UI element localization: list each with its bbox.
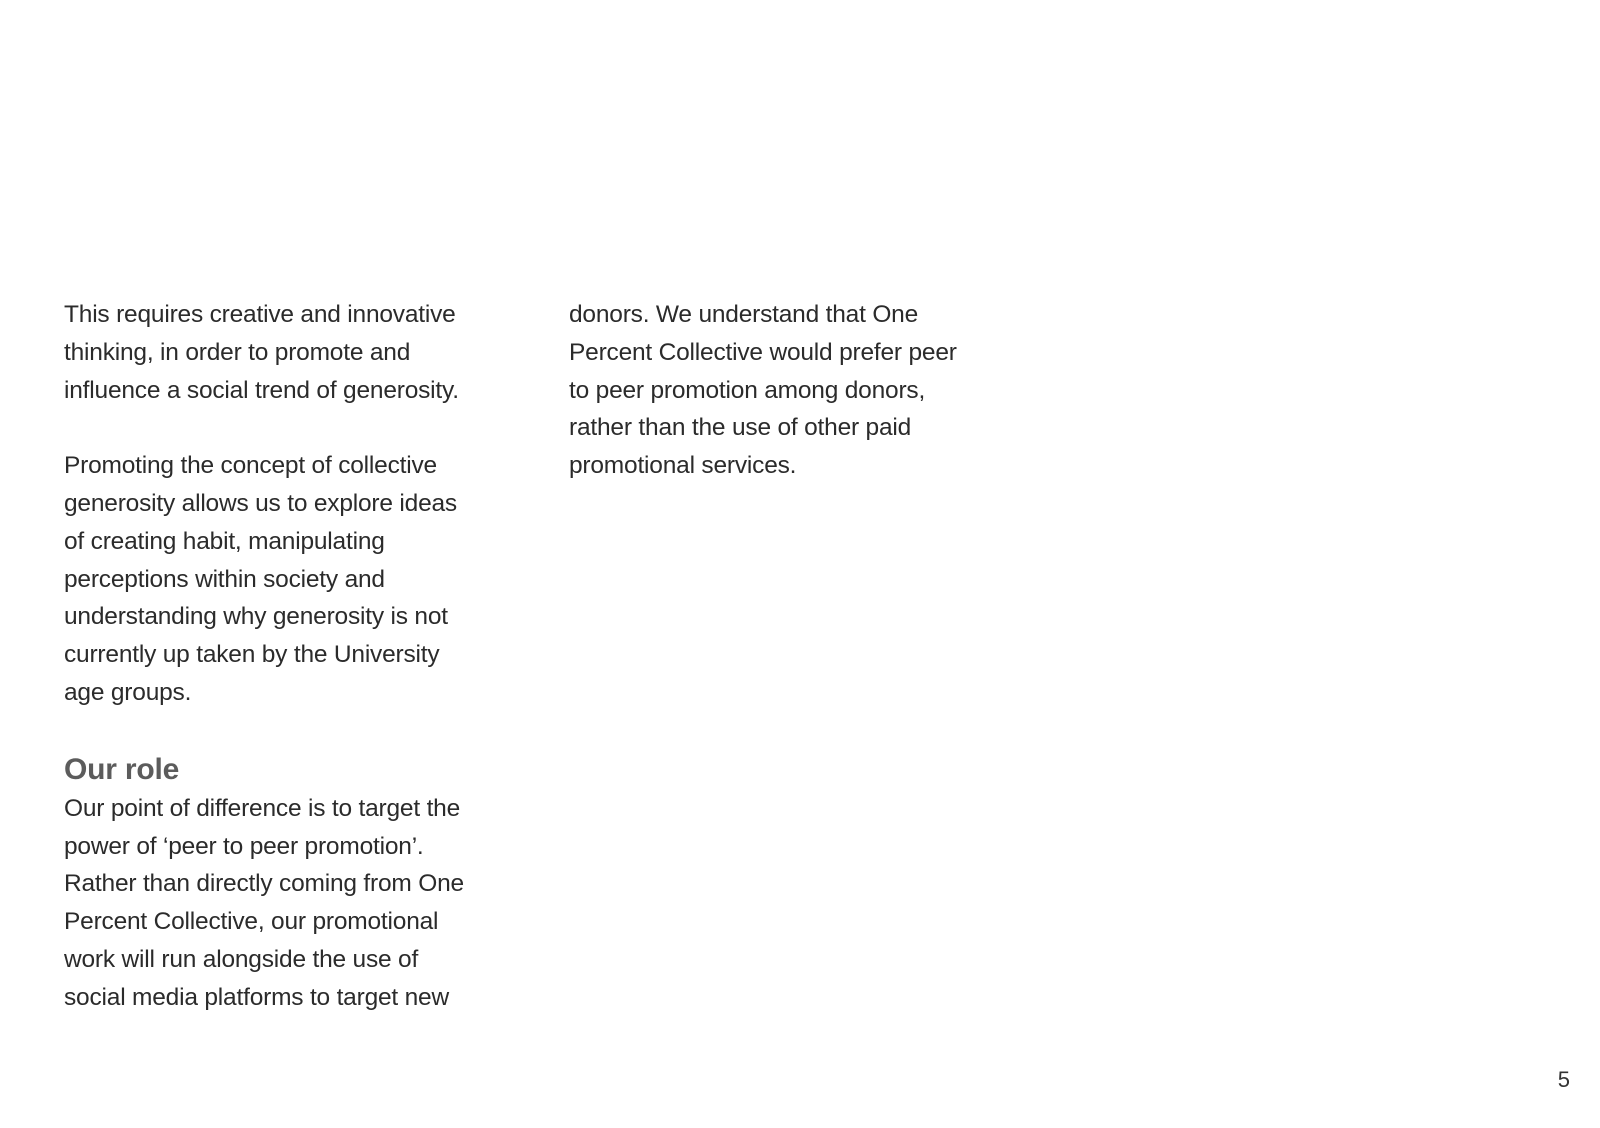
section-heading-our-role: Our role: [64, 752, 180, 786]
left-paragraph-2: [64, 447, 504, 712]
text-line: Our point of difference is to target the: [64, 794, 461, 822]
text-line: Rather than directly coming from One: [64, 870, 464, 898]
text-line: Percent Collective would prefer peer: [569, 338, 957, 366]
text-line: promotional services.: [569, 452, 797, 480]
text-line: to peer promotion among donors,: [569, 376, 926, 404]
text-line: generosity allows us to explore ideas: [64, 489, 457, 517]
left-paragraph-1: [64, 296, 504, 409]
text-line: donors. We understand that One: [569, 301, 919, 328]
text-line: work will run alongside the use of: [64, 945, 419, 973]
page-number: 5: [1557, 1067, 1570, 1092]
text-line: social media platforms to target new: [64, 983, 449, 1011]
text-line: Promoting the concept of collective: [64, 452, 437, 480]
text-line: of creating habit, manipulating: [64, 527, 385, 555]
text-line: currently up taken by the University: [64, 641, 440, 669]
text-line: thinking, in order to promote and: [64, 338, 411, 366]
text-line: This requires creative and innovative: [64, 301, 456, 328]
text-line: Percent Collective, our promotional: [64, 908, 439, 936]
right-paragraph-1: [569, 296, 1009, 485]
text-line: perceptions within society and: [64, 565, 385, 593]
text-line: rather than the use of other paid: [569, 414, 912, 442]
text-line: power of ‘peer to peer promotion’.: [64, 832, 424, 860]
text-line: understanding why generosity is not: [64, 603, 448, 631]
right-column: [569, 296, 1009, 485]
left-column: [64, 296, 504, 1017]
left-paragraph-3: [64, 790, 504, 1017]
text-line: influence a social trend of generosity.: [64, 376, 459, 404]
text-line: age groups.: [64, 678, 192, 706]
